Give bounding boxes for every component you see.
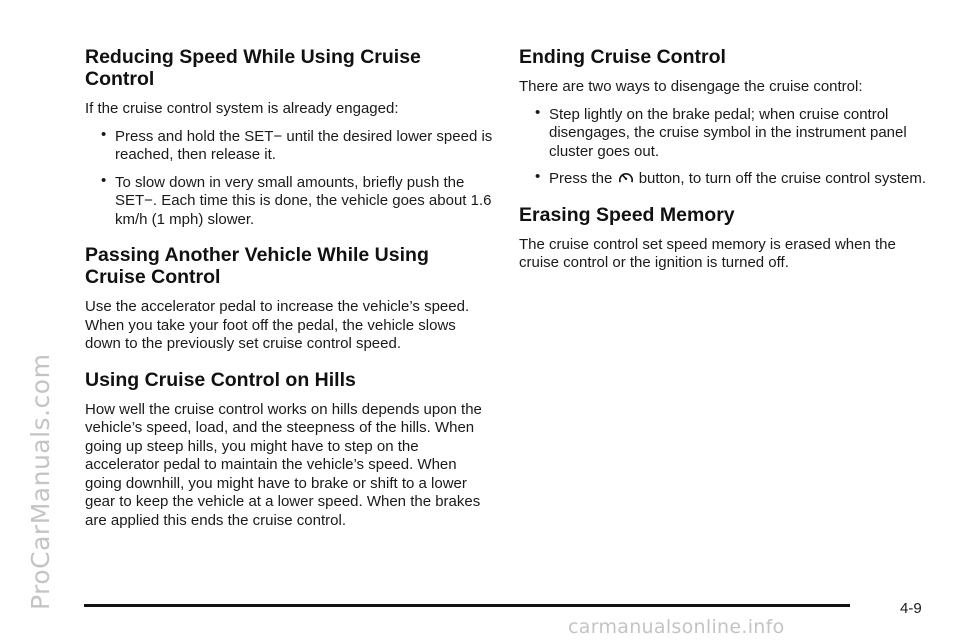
- page-number: 4-9: [900, 600, 922, 617]
- bullet-text: Press and hold the SET− until the desired lower speed is reached, then release it.: [115, 127, 493, 163]
- bullet-text: To slow down in very small amounts, briefly push the SET−. Each time this is done, the vehicle goes about 1.6 km/h (1 mph) slower.: [115, 173, 492, 228]
- footer-rule: [84, 604, 850, 607]
- list-item: [519, 103, 927, 162]
- reducing-bullet-list: [85, 125, 493, 230]
- reducing-intro: If the cruise control system is already engaged:: [85, 100, 399, 117]
- section-reducing-speed: [85, 46, 493, 229]
- section-erasing: [519, 204, 927, 273]
- bullet-text-after: button, to turn off the cruise control system.: [634, 170, 927, 187]
- hills-body: How well the cruise control works on hills depends upon the vehicle’s speed, load, and the steepness of the hills. When going up steep hills, you might have to step on the accelerator pedal to maintain the vehicle’s speed. When going downhill, you might have to brake or shift to a lower gear to keep the vehicle at a lower speed. When the brakes are applied this ends the cruise control.: [85, 400, 482, 529]
- heading-ending: Ending Cruise Control: [519, 46, 726, 68]
- list-item: [519, 170, 927, 189]
- bullet-icon: •: [101, 125, 107, 143]
- section-ending: [519, 46, 927, 189]
- erasing-body: The cruise control set speed memory is erased when the cruise control or the ignition is turned off.: [519, 235, 896, 271]
- left-column: [85, 46, 493, 545]
- ending-bullet-list: [519, 103, 927, 189]
- list-item: [85, 125, 493, 165]
- list-item: [85, 171, 493, 230]
- bullet-icon: •: [101, 171, 107, 189]
- bullet-text: Step lightly on the brake pedal; when cruise control disengages, the cruise symbol in the instrument panel cluster goes out.: [549, 105, 907, 160]
- right-column: [519, 46, 927, 288]
- heading-erasing: Erasing Speed Memory: [519, 203, 735, 226]
- heading-hills: Using Cruise Control on Hills: [85, 368, 356, 391]
- heading-reducing-speed: Reducing Speed While Using Cruise Control: [85, 46, 421, 90]
- footer-site-watermark: carmanualsonline.info: [568, 616, 785, 638]
- watermark-procarmanuals: ProCarManuals.com: [26, 353, 55, 610]
- cruise-control-icon: [618, 170, 634, 186]
- heading-passing: Passing Another Vehicle While Using Cruise Control: [85, 244, 429, 288]
- bullet-icon: •: [535, 168, 541, 185]
- ending-intro: There are two ways to disengage the cruise control:: [519, 78, 863, 95]
- bullet-icon: •: [535, 103, 541, 121]
- bullet-text-before: Press the: [549, 170, 617, 187]
- passing-body: Use the accelerator pedal to increase the vehicle’s speed. When you take your foot off the pedal, the vehicle slows down to the previously set cruise control speed.: [85, 298, 470, 352]
- section-hills: [85, 369, 493, 531]
- section-passing: [85, 244, 493, 354]
